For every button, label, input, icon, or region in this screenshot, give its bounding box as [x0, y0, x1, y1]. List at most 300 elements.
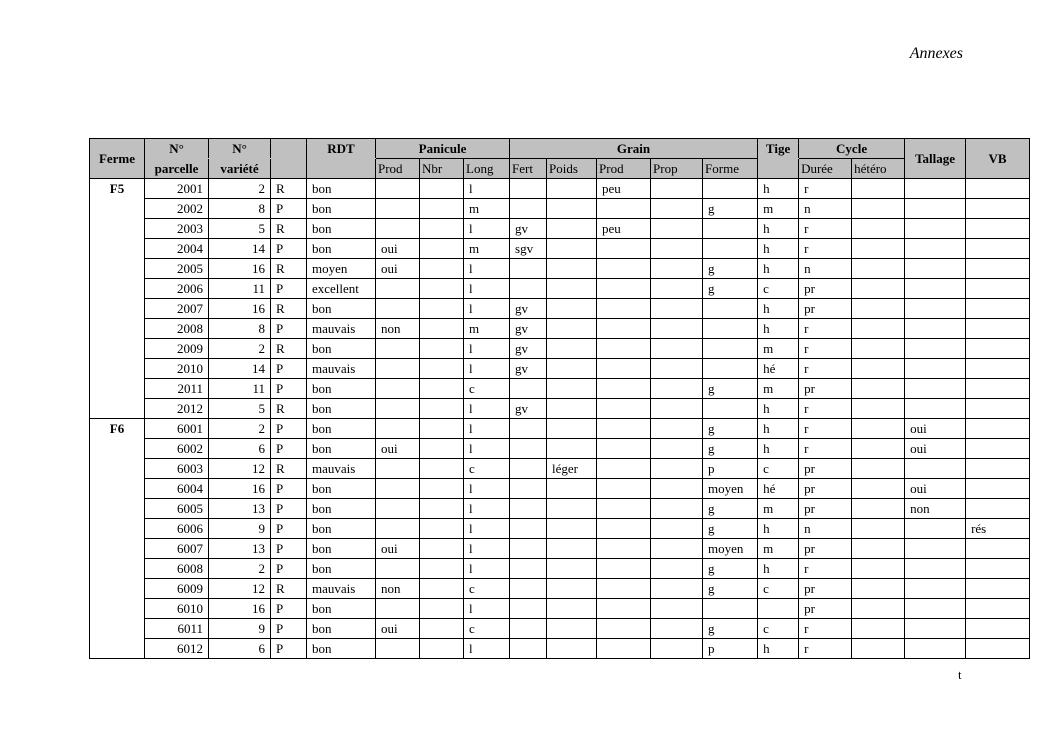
cell-grain-forme: moyen: [703, 479, 758, 499]
cell-parcelle: 2002: [145, 199, 209, 219]
cell-cycle-hetero: [852, 339, 905, 359]
cell-variete: 14: [209, 359, 271, 379]
cell-panicule-prod: oui: [376, 239, 420, 259]
cell-tallage: [905, 319, 966, 339]
cell-grain-fert: [510, 199, 547, 219]
cell-tige: c: [758, 459, 799, 479]
cell-grain-prop: [651, 539, 703, 559]
cell-type: P: [271, 419, 307, 439]
cell-panicule-prod: [376, 359, 420, 379]
cell-rdt: bon: [307, 619, 376, 639]
cell-grain-fert: [510, 599, 547, 619]
cell-parcelle: 2004: [145, 239, 209, 259]
cell-tige: h: [758, 259, 799, 279]
cell-tige: h: [758, 519, 799, 539]
cell-grain-prop: [651, 619, 703, 639]
cell-grain-poids: [547, 479, 597, 499]
cell-cycle-hetero: [852, 519, 905, 539]
cell-grain-fert: [510, 419, 547, 439]
cell-grain-prop: [651, 359, 703, 379]
cell-panicule-prod: [376, 339, 420, 359]
header-rdt-bottom: [307, 159, 376, 179]
cell-grain-poids: [547, 539, 597, 559]
cell-cycle-duree: pr: [799, 539, 852, 559]
header-grain-prop: Prop: [651, 159, 703, 179]
cell-grain-fert: [510, 519, 547, 539]
cell-panicule-nbr: [420, 219, 464, 239]
cell-grain-prop: [651, 459, 703, 479]
header-ferme: Ferme: [90, 139, 145, 179]
cell-rdt: bon: [307, 239, 376, 259]
cell-panicule-long: l: [464, 179, 510, 199]
cell-type: R: [271, 259, 307, 279]
cell-cycle-hetero: [852, 219, 905, 239]
cell-cycle-duree: r: [799, 219, 852, 239]
cell-grain-fert: [510, 279, 547, 299]
cell-grain-poids: [547, 619, 597, 639]
cell-panicule-prod: [376, 499, 420, 519]
cell-cycle-duree: r: [799, 179, 852, 199]
cell-grain-prop: [651, 639, 703, 659]
table-row: [90, 439, 1030, 459]
cell-grain-forme: g: [703, 579, 758, 599]
cell-rdt: bon: [307, 179, 376, 199]
cell-panicule-long: l: [464, 359, 510, 379]
cell-panicule-prod: [376, 299, 420, 319]
cell-cycle-hetero: [852, 299, 905, 319]
cell-cycle-duree: r: [799, 419, 852, 439]
cell-panicule-nbr: [420, 479, 464, 499]
cell-grain-prod: [597, 619, 651, 639]
cell-grain-prod: [597, 399, 651, 419]
cell-tallage: [905, 639, 966, 659]
cell-panicule-nbr: [420, 459, 464, 479]
header-grain-poids: Poids: [547, 159, 597, 179]
cell-tige: h: [758, 399, 799, 419]
cell-grain-poids: [547, 599, 597, 619]
cell-grain-poids: [547, 399, 597, 419]
cell-grain-forme: [703, 319, 758, 339]
cell-panicule-prod: [376, 399, 420, 419]
cell-cycle-duree: pr: [799, 599, 852, 619]
cell-cycle-hetero: [852, 259, 905, 279]
cell-grain-prop: [651, 579, 703, 599]
cell-grain-forme: [703, 599, 758, 619]
cell-parcelle: 2008: [145, 319, 209, 339]
cell-grain-fert: [510, 579, 547, 599]
cell-parcelle: 2005: [145, 259, 209, 279]
cell-panicule-nbr: [420, 339, 464, 359]
cell-grain-fert: [510, 459, 547, 479]
cell-tige: hé: [758, 479, 799, 499]
header-rdt: RDT: [307, 139, 376, 159]
cell-panicule-nbr: [420, 519, 464, 539]
cell-vb: [966, 599, 1030, 619]
cell-panicule-long: l: [464, 259, 510, 279]
cell-cycle-hetero: [852, 199, 905, 219]
cell-panicule-long: l: [464, 219, 510, 239]
header-parcelle-bottom: parcelle: [145, 159, 209, 179]
cell-cycle-hetero: [852, 479, 905, 499]
cell-panicule-long: c: [464, 379, 510, 399]
cell-grain-prod: [597, 479, 651, 499]
cell-type: P: [271, 539, 307, 559]
cell-panicule-nbr: [420, 539, 464, 559]
cell-variete: 2: [209, 339, 271, 359]
header-cycle-hetero: hétéro: [852, 159, 905, 179]
cell-parcelle: 2003: [145, 219, 209, 239]
header-variete-bottom: variété: [209, 159, 271, 179]
cell-grain-prod: [597, 539, 651, 559]
cell-panicule-long: l: [464, 539, 510, 559]
header-parcelle-top: N°: [145, 139, 209, 159]
cell-grain-forme: [703, 179, 758, 199]
cell-grain-fert: [510, 479, 547, 499]
table-row: [90, 239, 1030, 259]
cell-grain-forme: [703, 399, 758, 419]
cell-vb: [966, 299, 1030, 319]
cell-variete: 12: [209, 459, 271, 479]
cell-grain-prop: [651, 199, 703, 219]
cell-grain-prop: [651, 219, 703, 239]
cell-cycle-duree: r: [799, 439, 852, 459]
cell-variete: 2: [209, 559, 271, 579]
cell-grain-prop: [651, 559, 703, 579]
cell-cycle-duree: pr: [799, 579, 852, 599]
cell-variete: 11: [209, 279, 271, 299]
cell-parcelle: 6010: [145, 599, 209, 619]
cell-grain-prod: [597, 279, 651, 299]
cell-panicule-nbr: [420, 299, 464, 319]
header-cycle-duree: Durée: [799, 159, 852, 179]
cell-parcelle: 6005: [145, 499, 209, 519]
cell-tige: h: [758, 319, 799, 339]
cell-grain-prod: peu: [597, 219, 651, 239]
cell-grain-fert: gv: [510, 219, 547, 239]
cell-grain-poids: [547, 199, 597, 219]
cell-grain-prop: [651, 479, 703, 499]
cell-tige: h: [758, 219, 799, 239]
cell-grain-prop: [651, 319, 703, 339]
cell-cycle-duree: n: [799, 259, 852, 279]
cell-panicule-prod: [376, 479, 420, 499]
cell-cycle-hetero: [852, 639, 905, 659]
cell-panicule-nbr: [420, 319, 464, 339]
cell-type: P: [271, 379, 307, 399]
cell-panicule-nbr: [420, 259, 464, 279]
header-panicule-long: Long: [464, 159, 510, 179]
header-panicule-prod: Prod: [376, 159, 420, 179]
cell-parcelle: 2001: [145, 179, 209, 199]
cell-grain-poids: [547, 499, 597, 519]
cell-tige: [758, 599, 799, 619]
cell-grain-fert: gv: [510, 339, 547, 359]
cell-grain-fert: gv: [510, 319, 547, 339]
cell-grain-fert: [510, 539, 547, 559]
cell-grain-prod: [597, 199, 651, 219]
cell-panicule-prod: non: [376, 319, 420, 339]
header-type: [271, 139, 307, 179]
cell-grain-prop: [651, 379, 703, 399]
cell-vb: [966, 439, 1030, 459]
cell-rdt: bon: [307, 479, 376, 499]
cell-grain-prop: [651, 179, 703, 199]
cell-panicule-nbr: [420, 359, 464, 379]
cell-cycle-hetero: [852, 559, 905, 579]
cell-panicule-prod: [376, 459, 420, 479]
header-vb: VB: [966, 139, 1030, 179]
cell-panicule-long: l: [464, 439, 510, 459]
cell-grain-prod: [597, 499, 651, 519]
cell-tige: c: [758, 579, 799, 599]
cell-grain-poids: [547, 339, 597, 359]
cell-panicule-prod: [376, 199, 420, 219]
header-variete-top: N°: [209, 139, 271, 159]
cell-panicule-prod: oui: [376, 259, 420, 279]
cell-variete: 2: [209, 179, 271, 199]
cell-grain-poids: [547, 519, 597, 539]
cell-parcelle: 2011: [145, 379, 209, 399]
header-panicule-nbr: Nbr: [420, 159, 464, 179]
cell-panicule-nbr: [420, 559, 464, 579]
header-cycle: Cycle: [799, 139, 905, 159]
cell-variete: 5: [209, 219, 271, 239]
cell-grain-prod: [597, 319, 651, 339]
cell-parcelle: 6001: [145, 419, 209, 439]
cell-cycle-hetero: [852, 379, 905, 399]
cell-rdt: bon: [307, 339, 376, 359]
cell-grain-prop: [651, 339, 703, 359]
cell-panicule-long: m: [464, 199, 510, 219]
cell-cycle-duree: pr: [799, 299, 852, 319]
cell-tige: h: [758, 179, 799, 199]
cell-tallage: [905, 179, 966, 199]
cell-grain-forme: g: [703, 519, 758, 539]
header-grain-forme: Forme: [703, 159, 758, 179]
cell-type: R: [271, 299, 307, 319]
cell-grain-prod: [597, 359, 651, 379]
cell-panicule-nbr: [420, 379, 464, 399]
cell-rdt: bon: [307, 559, 376, 579]
table-row: [90, 459, 1030, 479]
cell-panicule-nbr: [420, 579, 464, 599]
cell-vb: [966, 379, 1030, 399]
cell-parcelle: 6004: [145, 479, 209, 499]
cell-cycle-hetero: [852, 539, 905, 559]
cell-grain-prop: [651, 599, 703, 619]
cell-variete: 13: [209, 539, 271, 559]
table-row: [90, 179, 1030, 199]
header-grain: Grain: [510, 139, 758, 159]
cell-tige: hé: [758, 359, 799, 379]
cell-cycle-duree: r: [799, 359, 852, 379]
cell-tallage: [905, 459, 966, 479]
cell-tige: c: [758, 279, 799, 299]
cell-grain-fert: [510, 439, 547, 459]
cell-ferme: F5: [90, 179, 145, 419]
cell-cycle-duree: r: [799, 619, 852, 639]
cell-grain-fert: gv: [510, 359, 547, 379]
cell-tallage: [905, 599, 966, 619]
cell-vb: [966, 259, 1030, 279]
cell-parcelle: 6006: [145, 519, 209, 539]
cell-panicule-nbr: [420, 419, 464, 439]
cell-cycle-duree: n: [799, 199, 852, 219]
cell-vb: [966, 399, 1030, 419]
table-row: [90, 539, 1030, 559]
cell-tige: m: [758, 539, 799, 559]
cell-vb: [966, 319, 1030, 339]
cell-type: P: [271, 439, 307, 459]
cell-vb: [966, 419, 1030, 439]
cell-variete: 14: [209, 239, 271, 259]
cell-panicule-long: l: [464, 279, 510, 299]
cell-panicule-long: l: [464, 499, 510, 519]
cell-grain-prod: [597, 639, 651, 659]
cell-rdt: mauvais: [307, 579, 376, 599]
cell-tallage: [905, 219, 966, 239]
cell-panicule-prod: [376, 279, 420, 299]
cell-vb: [966, 499, 1030, 519]
cell-variete: 16: [209, 299, 271, 319]
cell-variete: 5: [209, 399, 271, 419]
cell-vb: rés: [966, 519, 1030, 539]
cell-parcelle: 6009: [145, 579, 209, 599]
cell-grain-forme: g: [703, 259, 758, 279]
cell-tallage: [905, 559, 966, 579]
cell-panicule-prod: [376, 379, 420, 399]
cell-grain-forme: g: [703, 559, 758, 579]
cell-grain-prod: [597, 599, 651, 619]
cell-grain-prod: [597, 519, 651, 539]
cell-grain-fert: gv: [510, 299, 547, 319]
cell-cycle-duree: r: [799, 559, 852, 579]
cell-cycle-hetero: [852, 239, 905, 259]
cell-grain-prop: [651, 259, 703, 279]
cell-grain-poids: [547, 359, 597, 379]
cell-grain-prop: [651, 279, 703, 299]
cell-cycle-hetero: [852, 599, 905, 619]
page-header-title: Annexes: [909, 45, 963, 62]
cell-tallage: [905, 399, 966, 419]
cell-grain-poids: [547, 639, 597, 659]
annex-data-table: [89, 138, 1030, 659]
cell-variete: 8: [209, 199, 271, 219]
cell-tallage: oui: [905, 479, 966, 499]
header-grain-fert: Fert: [510, 159, 547, 179]
cell-grain-poids: [547, 319, 597, 339]
cell-tallage: [905, 239, 966, 259]
cell-cycle-duree: pr: [799, 379, 852, 399]
cell-panicule-long: l: [464, 399, 510, 419]
cell-panicule-prod: oui: [376, 619, 420, 639]
table-row: [90, 199, 1030, 219]
cell-type: P: [271, 199, 307, 219]
cell-tige: h: [758, 299, 799, 319]
cell-grain-poids: [547, 439, 597, 459]
cell-panicule-long: c: [464, 579, 510, 599]
cell-type: P: [271, 479, 307, 499]
cell-type: R: [271, 459, 307, 479]
cell-tallage: oui: [905, 419, 966, 439]
cell-vb: [966, 219, 1030, 239]
table-row: [90, 359, 1030, 379]
cell-rdt: bon: [307, 499, 376, 519]
cell-grain-prop: [651, 299, 703, 319]
cell-tige: m: [758, 199, 799, 219]
cell-rdt: bon: [307, 379, 376, 399]
cell-variete: 9: [209, 519, 271, 539]
table-row: [90, 219, 1030, 239]
table-row: [90, 599, 1030, 619]
cell-tallage: non: [905, 499, 966, 519]
cell-panicule-long: l: [464, 559, 510, 579]
cell-rdt: mauvais: [307, 459, 376, 479]
cell-rdt: mauvais: [307, 319, 376, 339]
cell-tige: c: [758, 619, 799, 639]
table-row: [90, 399, 1030, 419]
cell-grain-prod: [597, 299, 651, 319]
cell-grain-forme: p: [703, 639, 758, 659]
cell-grain-prod: [597, 419, 651, 439]
table-row: [90, 519, 1030, 539]
cell-type: P: [271, 639, 307, 659]
cell-tige: h: [758, 639, 799, 659]
cell-parcelle: 6008: [145, 559, 209, 579]
cell-cycle-duree: pr: [799, 479, 852, 499]
cell-parcelle: 6007: [145, 539, 209, 559]
cell-tallage: [905, 279, 966, 299]
cell-grain-forme: g: [703, 199, 758, 219]
cell-tige: h: [758, 559, 799, 579]
cell-grain-forme: g: [703, 499, 758, 519]
cell-vb: [966, 559, 1030, 579]
cell-vb: [966, 539, 1030, 559]
cell-cycle-duree: r: [799, 339, 852, 359]
cell-variete: 16: [209, 259, 271, 279]
cell-variete: 6: [209, 439, 271, 459]
cell-cycle-hetero: [852, 279, 905, 299]
header-tallage: Tallage: [905, 139, 966, 179]
cell-panicule-prod: oui: [376, 439, 420, 459]
cell-grain-fert: [510, 559, 547, 579]
cell-grain-poids: [547, 419, 597, 439]
cell-cycle-duree: r: [799, 319, 852, 339]
cell-panicule-nbr: [420, 599, 464, 619]
cell-panicule-prod: non: [376, 579, 420, 599]
cell-grain-poids: léger: [547, 459, 597, 479]
cell-parcelle: 2009: [145, 339, 209, 359]
cell-variete: 16: [209, 479, 271, 499]
cell-vb: [966, 639, 1030, 659]
cell-rdt: bon: [307, 399, 376, 419]
cell-tige: h: [758, 239, 799, 259]
cell-grain-fert: [510, 619, 547, 639]
cell-grain-poids: [547, 179, 597, 199]
cell-cycle-hetero: [852, 439, 905, 459]
cell-tallage: [905, 539, 966, 559]
cell-grain-poids: [547, 279, 597, 299]
cell-cycle-duree: n: [799, 519, 852, 539]
cell-grain-poids: [547, 299, 597, 319]
cell-panicule-prod: oui: [376, 539, 420, 559]
cell-rdt: excellent: [307, 279, 376, 299]
cell-vb: [966, 199, 1030, 219]
table-row: [90, 579, 1030, 599]
cell-type: R: [271, 339, 307, 359]
cell-type: P: [271, 319, 307, 339]
cell-panicule-prod: [376, 559, 420, 579]
